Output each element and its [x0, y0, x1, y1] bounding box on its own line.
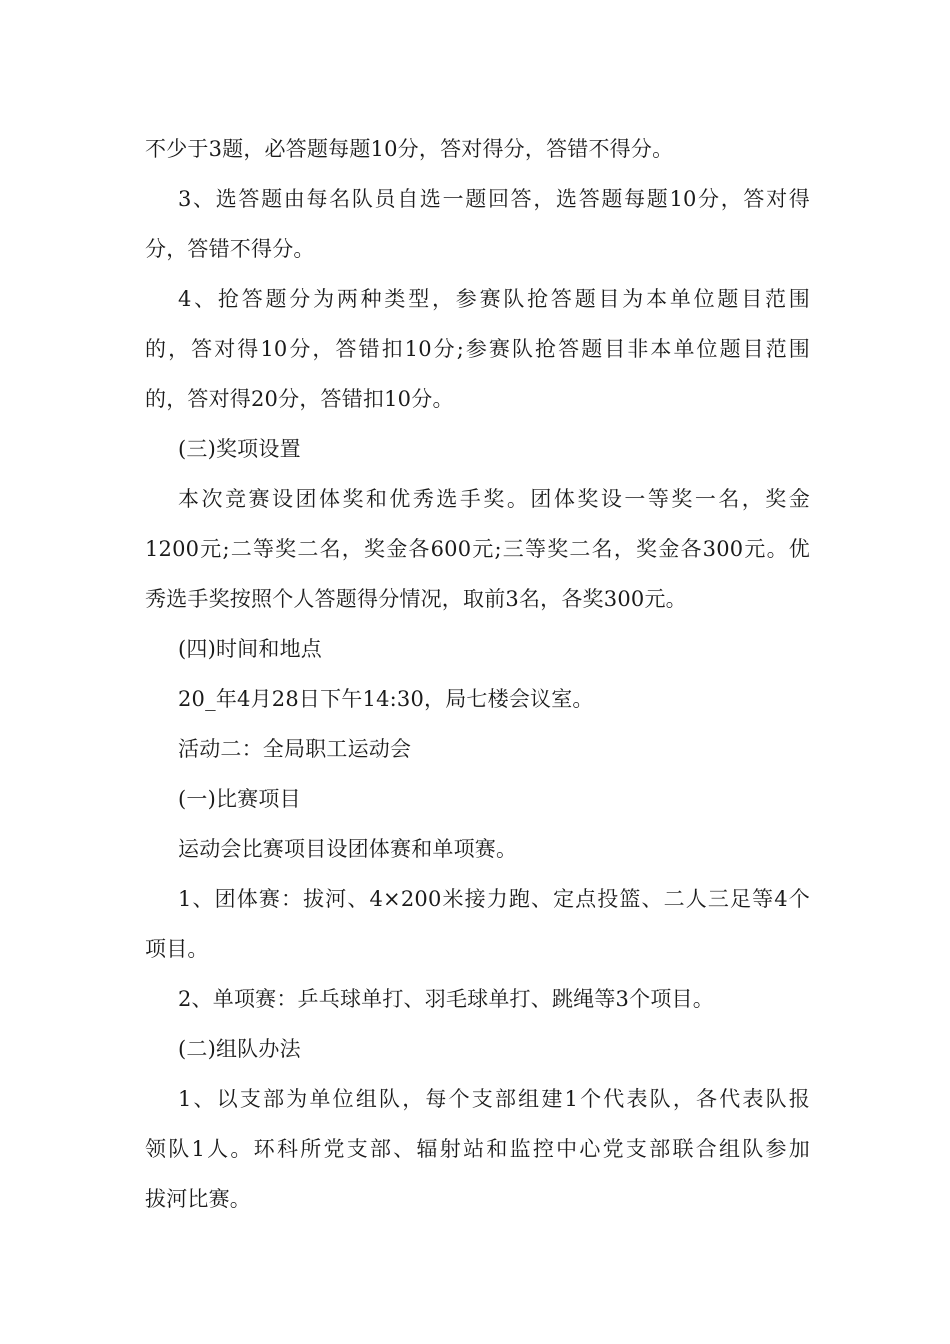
section-heading: (二)组队办法: [178, 1037, 301, 1061]
section-heading: (四)时间和地点: [178, 637, 322, 661]
text-line: 拔河比赛。: [145, 1187, 251, 1211]
text-line: 的，答对得10分，答错扣10分;参赛队抢答题目非本单位题目范围: [145, 337, 810, 361]
text-line: 1200元;二等奖二名，奖金各600元;三等奖二名，奖金各300元。优: [145, 537, 810, 561]
text-line: 20_年4月28日下午14:30，局七楼会议室。: [178, 687, 594, 711]
section-heading: 活动二：全局职工运动会: [178, 737, 412, 761]
text-line: 秀选手奖按照个人答题得分情况，取前3名，各奖300元。: [145, 587, 687, 611]
text-line: 1、以支部为单位组队，每个支部组建1个代表队，各代表队报: [178, 1087, 810, 1111]
text-line: 分，答错不得分。: [145, 237, 315, 261]
document-body: [145, 124, 810, 1224]
text-line: 运动会比赛项目设团体赛和单项赛。: [178, 837, 518, 861]
text-line: 本次竞赛设团体奖和优秀选手奖。团体奖设一等奖一名，奖金: [178, 487, 810, 511]
text-line: 项目。: [145, 937, 209, 961]
text-line: 的，答对得20分，答错扣10分。: [145, 387, 454, 411]
text-line: 不少于3题，必答题每题10分，答对得分，答错不得分。: [145, 137, 674, 161]
text-line: 领队1人。环科所党支部、辐射站和监控中心党支部联合组队参加: [145, 1137, 810, 1161]
text-line: 3、选答题由每名队员自选一题回答，选答题每题10分，答对得: [178, 187, 810, 211]
section-heading: (一)比赛项目: [178, 787, 301, 811]
text-line: 4、抢答题分为两种类型，参赛队抢答题目为本单位题目范围: [178, 287, 810, 311]
text-line: 1、团体赛：拔河、4×200米接力跑、定点投篮、二人三足等4个: [178, 887, 810, 911]
section-heading: (三)奖项设置: [178, 437, 301, 461]
text-line: 2、单项赛：乒乓球单打、羽毛球单打、跳绳等3个项目。: [178, 987, 714, 1011]
